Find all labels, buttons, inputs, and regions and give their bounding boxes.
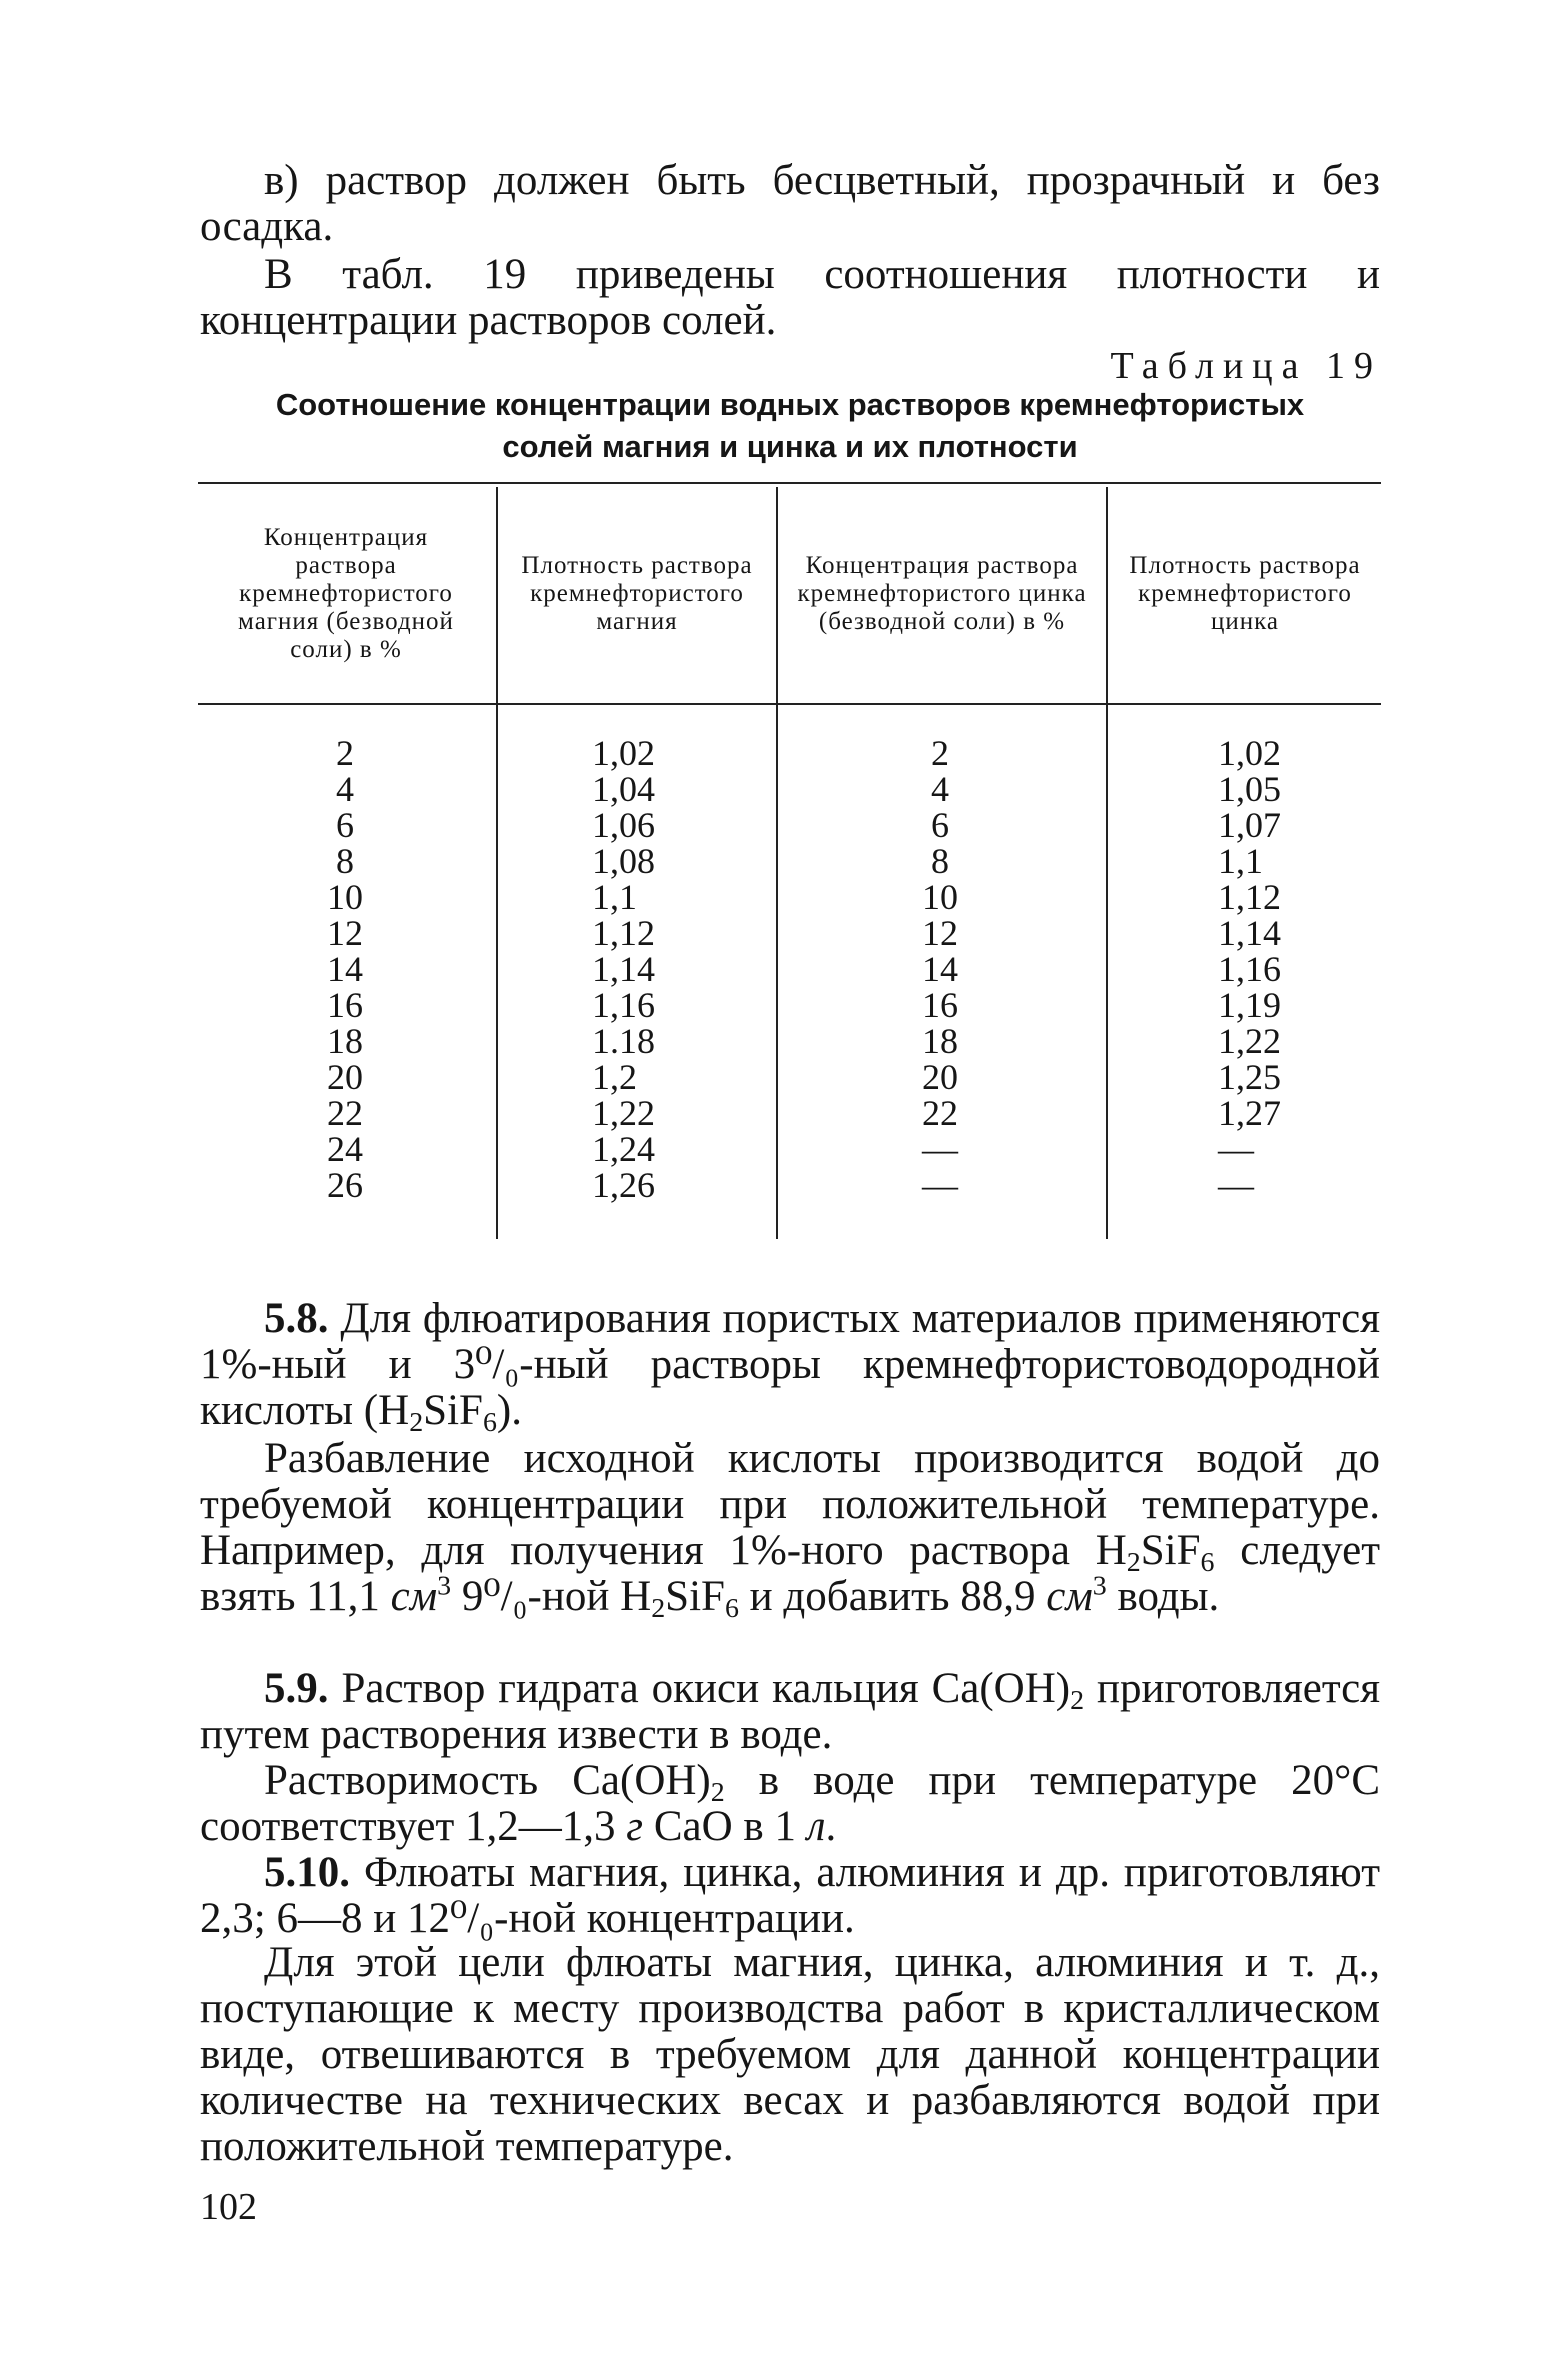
- table-cell: —: [922, 1129, 958, 1169]
- table-cell: 1,1: [592, 877, 637, 917]
- table-cell: 1,1: [1218, 841, 1263, 881]
- table-cell: 22: [922, 1093, 958, 1133]
- table-header-mg-concentration: Концентрация раствора кремнефтористого магния (безводной соли) в %: [238, 524, 454, 663]
- table-cell: 1,24: [592, 1129, 655, 1169]
- table-cell: 1,2: [592, 1057, 637, 1097]
- table-cell: 10: [327, 877, 363, 917]
- table-cell: 1,04: [592, 769, 655, 809]
- table-cell: 1,02: [1218, 733, 1281, 773]
- table-cell: 1,02: [592, 733, 655, 773]
- table-title-line-2: солей магния и цинка и их плотности: [502, 429, 1078, 464]
- section-5-9: 5.9. Раствор гидрата окиси кальция $Ca(OH)_2$ приготовляется путем растворения извести в воде.: [200, 1665, 1381, 1758]
- table-column-zn-density: [1218, 735, 1308, 1203]
- table-column-mg-concentration: [200, 735, 490, 1203]
- table-column-divider-1: [496, 487, 498, 1239]
- table-cell: 2: [931, 733, 949, 773]
- table-cell: 6: [336, 805, 354, 845]
- table-cell: 1,25: [1218, 1057, 1281, 1097]
- table-cell: 10: [922, 877, 958, 917]
- section-number: 5.10.: [264, 1849, 350, 1896]
- paragraph-intro-2: В табл. 19 приведены соотношения плотности и концентрации растворов солей.: [200, 251, 1380, 344]
- table-cell: 12: [327, 913, 363, 953]
- table-cell: —: [1218, 1129, 1254, 1169]
- table-cell: 20: [327, 1057, 363, 1097]
- table-cell: 1,06: [592, 805, 655, 845]
- table-header-rule: [198, 703, 1381, 705]
- table-column-divider-2: [776, 487, 778, 1239]
- table-cell: 26: [327, 1165, 363, 1205]
- table-label: Таблица 19: [1110, 345, 1382, 387]
- table-header-zn-concentration: Концентрация раствора кремнефтористого цинка (безводной соли) в %: [797, 552, 1087, 635]
- table-cell: 1.18: [592, 1021, 655, 1061]
- table-cell: 18: [327, 1021, 363, 1061]
- table-cell: —: [922, 1165, 958, 1205]
- table-cell: 2: [336, 733, 354, 773]
- table-cell: 14: [922, 949, 958, 989]
- table-cell: 1,27: [1218, 1093, 1281, 1133]
- table-cell: 4: [931, 769, 949, 809]
- table-cell: 1,05: [1218, 769, 1281, 809]
- table-cell: 16: [327, 985, 363, 1025]
- paragraph-dilution: Разбавление исходной кислоты производится водой до требуемой концентрации при положительной температуре. Например, для получения 1%-ного раствора $H_2SiF_6$ следует взять 11,1 $см^3$ 9⁰/₀-ной $H_2SiF_6$ и добавить 88,9 $см^3$ воды.: [200, 1435, 1381, 1624]
- table-top-rule: [198, 482, 1381, 484]
- table-title: [200, 384, 1380, 468]
- table-cell: 1,22: [592, 1093, 655, 1133]
- table-cell: 1,12: [1218, 877, 1281, 917]
- table-header-mg-density: Плотность раствора кремнефтористого магния: [521, 552, 753, 635]
- table-cell: 1,16: [592, 985, 655, 1025]
- table-cell: 1,12: [592, 913, 655, 953]
- table-cell: 24: [327, 1129, 363, 1169]
- section-number: 5.9.: [264, 1665, 329, 1712]
- paragraph-final: Для этой цели флюаты магния, цинка, алюминия и т. д., поступающие к месту производства работ в кристаллическом виде, отвешиваются в требуемом для данной концентрации количестве на технических весах и разбавляются водой при положительной температуре.: [200, 1939, 1380, 2170]
- table-cell: 1,14: [1218, 913, 1281, 953]
- table-cell: 18: [922, 1021, 958, 1061]
- table-cell: 1,07: [1218, 805, 1281, 845]
- table-cell: 1,19: [1218, 985, 1281, 1025]
- table-column-divider-3: [1106, 487, 1108, 1239]
- table-title-line-1: Соотношение концентрации водных растворов кремнефтористых: [275, 387, 1305, 422]
- table-cell: 12: [922, 913, 958, 953]
- paragraph-intro-1: в) раствор должен быть бесцветный, прозрачный и без осадка.: [200, 157, 1380, 250]
- table-cell: 16: [922, 985, 958, 1025]
- section-5-10: 5.10. Флюаты магния, цинка, алюминия и др. приготовляют 2,3; 6—8 и 12⁰/₀-ной концентрации.: [200, 1849, 1380, 1942]
- table-column-mg-density: [592, 735, 682, 1203]
- table-cell: 20: [922, 1057, 958, 1097]
- table-cell: 8: [336, 841, 354, 881]
- table-cell: 1,26: [592, 1165, 655, 1205]
- table-column-zn-concentration: [780, 735, 1100, 1203]
- page-number: 102: [200, 2186, 257, 2228]
- table-cell: 4: [336, 769, 354, 809]
- section-number: 5.8.: [264, 1295, 329, 1342]
- table-cell: 6: [931, 805, 949, 845]
- table-cell: 1,08: [592, 841, 655, 881]
- table-cell: 14: [327, 949, 363, 989]
- paragraph-solubility: Растворимость $Ca(OH)_2$ в воде при температуре 20°C соответствует 1,2—1,3 г CaO в 1 л.: [200, 1757, 1381, 1850]
- table-cell: 1,16: [1218, 949, 1281, 989]
- table-cell: 1,22: [1218, 1021, 1281, 1061]
- table-cell: 1,14: [592, 949, 655, 989]
- table-cell: 8: [931, 841, 949, 881]
- table-header-zn-density: Плотность раствора кремнефтористого цинка: [1129, 552, 1361, 635]
- section-5-8: 5.8. Для флюатирования пористых материалов применяются 1%-ный и 3⁰/₀-ный растворы кремнефтористоводородной кислоты $(H_2SiF_6)$.: [200, 1295, 1381, 1438]
- table-cell: —: [1218, 1165, 1254, 1205]
- table-cell: 22: [327, 1093, 363, 1133]
